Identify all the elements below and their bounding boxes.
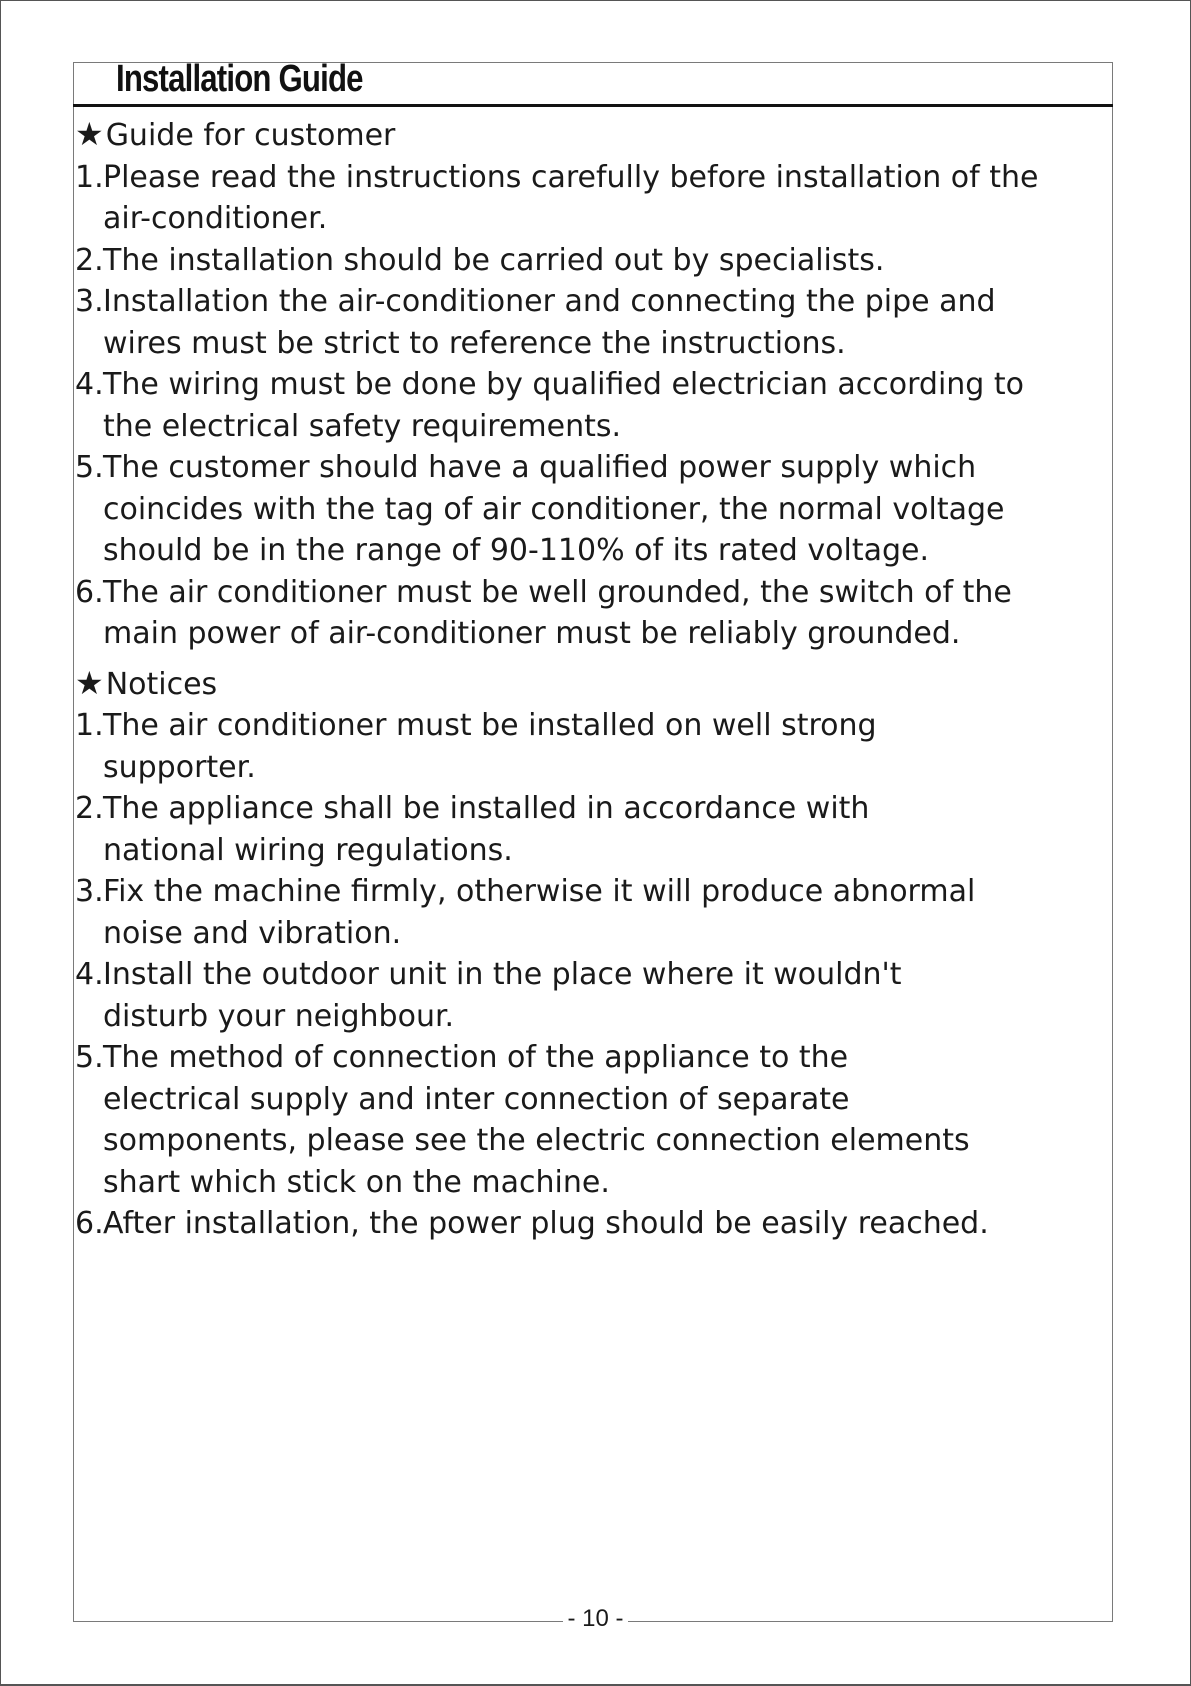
- item-number: 2.: [75, 791, 104, 826]
- item-number: 5.: [75, 1040, 104, 1075]
- star-icon: ★: [75, 663, 104, 702]
- item-line: coincides with the tag of air conditioner, the normal voltage: [103, 491, 1005, 527]
- item-text: [103, 240, 1123, 282]
- item-text: [103, 788, 1123, 871]
- item-text: [103, 157, 1123, 240]
- item-line: national wiring regulations.: [103, 832, 513, 868]
- item-line: The wiring must be done by qualified electrician according to: [103, 367, 1025, 402]
- section-notices: [75, 663, 1135, 1245]
- item-line: The method of connection of the appliance to the: [103, 1040, 849, 1075]
- item-line: supporter.: [103, 749, 256, 785]
- item-line: the electrical safety requirements.: [103, 408, 622, 444]
- item-number: 5.: [75, 450, 104, 485]
- star-icon: ★: [75, 115, 104, 153]
- list-item: [75, 788, 1135, 871]
- document-body: [75, 114, 1135, 1245]
- item-text: [103, 281, 1123, 364]
- item-line: The installation should be carried out by specialists.: [103, 242, 885, 278]
- item-text: [103, 1203, 1123, 1245]
- item-text: [103, 1037, 1123, 1203]
- list-item: [75, 871, 1135, 954]
- guide-list: [75, 157, 1135, 655]
- item-number: 4.: [75, 367, 104, 402]
- item-text: [103, 871, 1123, 954]
- item-line: Please read the instructions carefully before installation of the: [103, 159, 1039, 195]
- list-item: [75, 954, 1135, 1037]
- page-number-text: - 10 -: [563, 1605, 627, 1632]
- list-item: [75, 281, 1135, 364]
- list-item: [75, 240, 1135, 282]
- item-line: shart which stick on the machine.: [103, 1164, 610, 1200]
- notices-list: [75, 705, 1135, 1245]
- list-item: [75, 572, 1135, 655]
- section-heading-text: Notices: [105, 666, 218, 702]
- page-title: Installation Guide: [116, 58, 363, 100]
- item-line: should be in the range of 90-110% of its rated voltage.: [103, 533, 929, 568]
- section-heading: [75, 114, 1135, 157]
- item-line: The customer should have a qualified power supply which: [103, 450, 977, 485]
- item-number: 2.: [75, 242, 104, 278]
- item-line: Installation the air-conditioner and connecting the pipe and: [103, 284, 996, 319]
- list-item: [75, 705, 1135, 788]
- item-text: [103, 954, 1123, 1037]
- item-text: [103, 705, 1123, 788]
- list-item: [75, 1037, 1135, 1203]
- item-line: The appliance shall be installed in accordance with: [103, 791, 870, 826]
- item-line: noise and vibration.: [103, 915, 402, 951]
- list-item: [75, 364, 1135, 447]
- item-line: Fix the machine firmly, otherwise it will produce abnormal: [103, 874, 976, 909]
- item-line: somponents, please see the electric connection elements: [103, 1123, 970, 1158]
- item-line: The air conditioner must be well grounded, the switch of the: [103, 574, 1012, 610]
- item-text: [103, 572, 1123, 655]
- item-line: electrical supply and inter connection of separate: [103, 1081, 850, 1117]
- item-line: wires must be strict to reference the instructions.: [103, 325, 846, 361]
- section-heading: [75, 663, 1135, 706]
- page-number: [0, 1605, 1191, 1633]
- section-gap: [75, 655, 1135, 663]
- item-number: 6.: [75, 574, 104, 610]
- item-number: 1.: [75, 159, 104, 195]
- item-line: air-conditioner.: [103, 201, 328, 236]
- section-heading-text: Guide for customer: [105, 118, 396, 153]
- item-line: After installation, the power plug should be easily reached.: [103, 1206, 989, 1241]
- item-number: 6.: [75, 1206, 104, 1241]
- title-underline: [73, 104, 1113, 107]
- item-number: 3.: [75, 284, 104, 319]
- section-guide-for-customer: [75, 114, 1135, 655]
- item-line: disturb your neighbour.: [103, 998, 455, 1034]
- item-line: The air conditioner must be installed on well strong: [103, 708, 877, 743]
- item-line: main power of air-conditioner must be reliably grounded.: [103, 616, 961, 651]
- list-item: [75, 1203, 1135, 1245]
- item-text: [103, 364, 1123, 447]
- item-number: 4.: [75, 957, 104, 992]
- item-number: 3.: [75, 874, 104, 909]
- item-line: Install the outdoor unit in the place where it wouldn't: [103, 957, 902, 992]
- item-number: 1.: [75, 708, 104, 743]
- list-item: [75, 447, 1135, 572]
- item-text: [103, 447, 1123, 572]
- list-item: [75, 157, 1135, 240]
